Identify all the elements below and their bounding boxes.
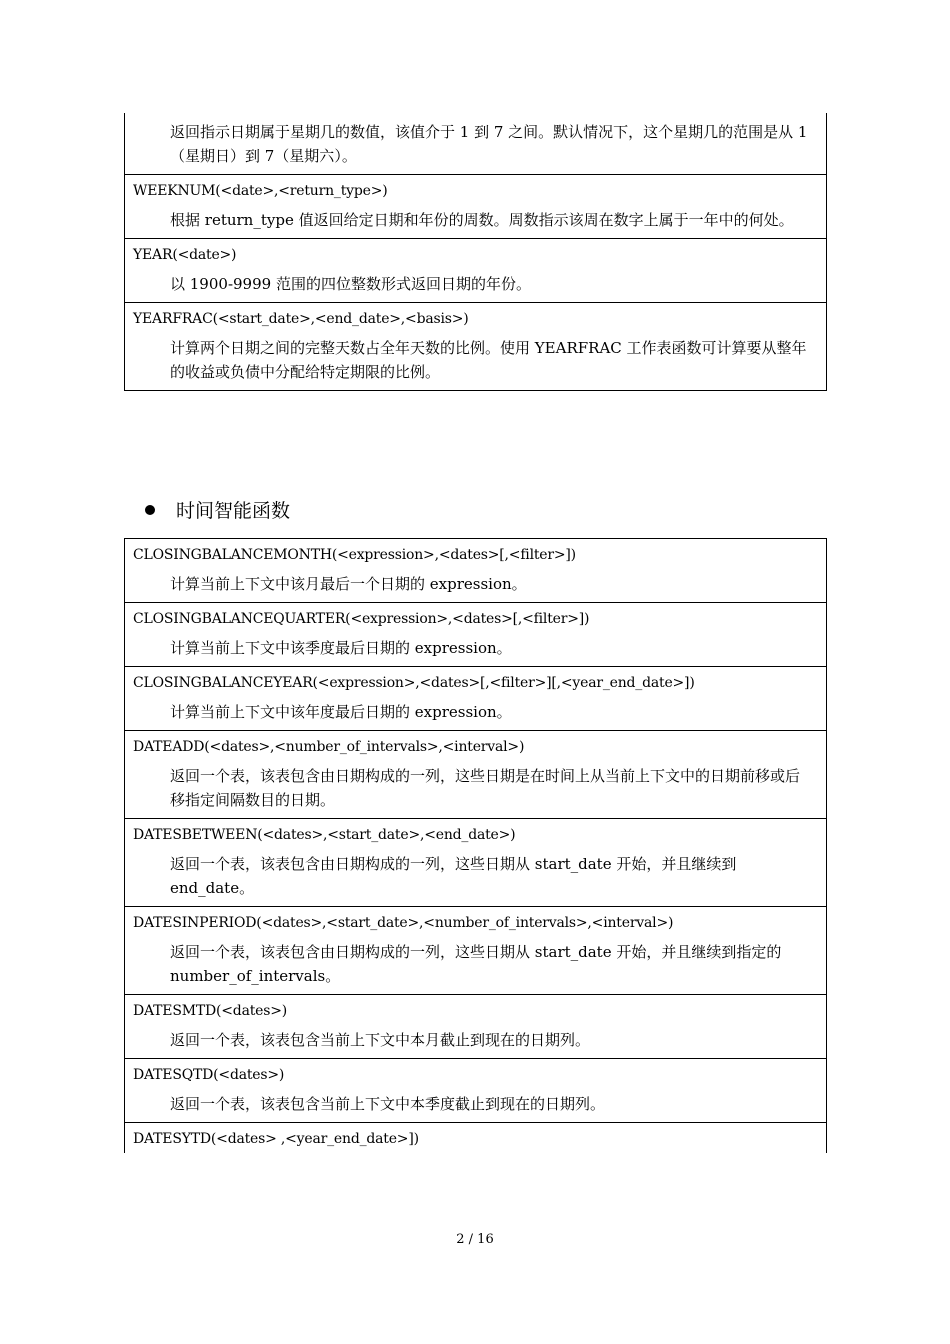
- function-description: 返回一个表，该表包含由日期构成的一列，这些日期是在时间上从当前上下文中的日期前移或后移指定间隔数目的日期。: [170, 767, 801, 809]
- function-description: 返回指示日期属于星期几的数值，该值介于 1 到 7 之间。默认情况下，这个星期几的范围是从 1（星期日）到 7（星期六）。: [170, 123, 808, 165]
- function-signature: DATESYTD(<dates> ,<year_end_date>]): [133, 1131, 419, 1147]
- function-signature: WEEKNUM(<date>,<return_type>): [133, 183, 388, 199]
- function-description: 根据 return_type 值返回给定日期和年份的周数。周数指示该周在数字上属于一年中的何处。: [170, 211, 794, 229]
- table-row: [125, 666, 826, 730]
- section-heading: [145, 497, 290, 525]
- table-row: [125, 238, 826, 302]
- page-number: 2 / 16: [456, 1232, 494, 1247]
- bullet-icon: [145, 505, 155, 515]
- function-description: 计算两个日期之间的完整天数占全年天数的比例。使用 YEARFRAC 工作表函数可计算要从整年的收益或负债中分配给特定期限的比例。: [170, 339, 807, 381]
- function-description: 返回一个表，该表包含由日期构成的一列，这些日期从 start_date 开始，并且继续到 end_date。: [170, 855, 737, 897]
- function-description: 计算当前上下文中该月最后一个日期的 expression。: [170, 575, 527, 593]
- table-row: [125, 539, 826, 602]
- table-row: [125, 302, 826, 390]
- table-row: [125, 906, 826, 994]
- function-table-top: [124, 113, 827, 391]
- function-signature: CLOSINGBALANCEMONTH(<expression>,<dates>[,<filter>]): [133, 547, 576, 563]
- table-row: [125, 730, 826, 818]
- table-row: [125, 1122, 826, 1153]
- function-description: 计算当前上下文中该季度最后日期的 expression。: [170, 639, 512, 657]
- function-signature: YEARFRAC(<start_date>,<end_date>,<basis>): [133, 311, 469, 327]
- function-signature: DATESQTD(<dates>): [133, 1067, 285, 1083]
- table-row: [125, 113, 826, 174]
- function-description: 返回一个表，该表包含当前上下文中本季度截止到现在的日期列。: [170, 1095, 606, 1113]
- function-signature: YEAR(<date>): [133, 247, 237, 263]
- function-signature: DATESMTD(<dates>): [133, 1003, 288, 1019]
- function-description: 计算当前上下文中该年度最后日期的 expression。: [170, 703, 512, 721]
- function-signature: DATESBETWEEN(<dates>,<start_date>,<end_date>): [133, 827, 516, 843]
- function-signature: DATEADD(<dates>,<number_of_intervals>,<interval>): [133, 739, 525, 755]
- function-description: 返回一个表，该表包含当前上下文中本月截止到现在的日期列。: [170, 1031, 591, 1049]
- table-row: [125, 602, 826, 666]
- function-signature: DATESINPERIOD(<dates>,<start_date>,<number_of_intervals>,<interval>): [133, 915, 674, 931]
- table-row: [125, 1058, 826, 1122]
- function-table-time-intelligence: [124, 538, 827, 1153]
- table-row: [125, 174, 826, 238]
- function-description: 返回一个表，该表包含由日期构成的一列，这些日期从 start_date 开始，并且继续到指定的 number_of_intervals。: [170, 943, 782, 985]
- section-title: 时间智能函数: [176, 500, 291, 522]
- function-description: 以 1900-9999 范围的四位整数形式返回日期的年份。: [170, 275, 531, 293]
- function-signature: CLOSINGBALANCEYEAR(<expression>,<dates>[,<filter>][,<year_end_date>]): [133, 675, 695, 691]
- table-row: [125, 994, 826, 1058]
- function-signature: CLOSINGBALANCEQUARTER(<expression>,<dates>[,<filter>]): [133, 611, 590, 627]
- table-row: [125, 818, 826, 906]
